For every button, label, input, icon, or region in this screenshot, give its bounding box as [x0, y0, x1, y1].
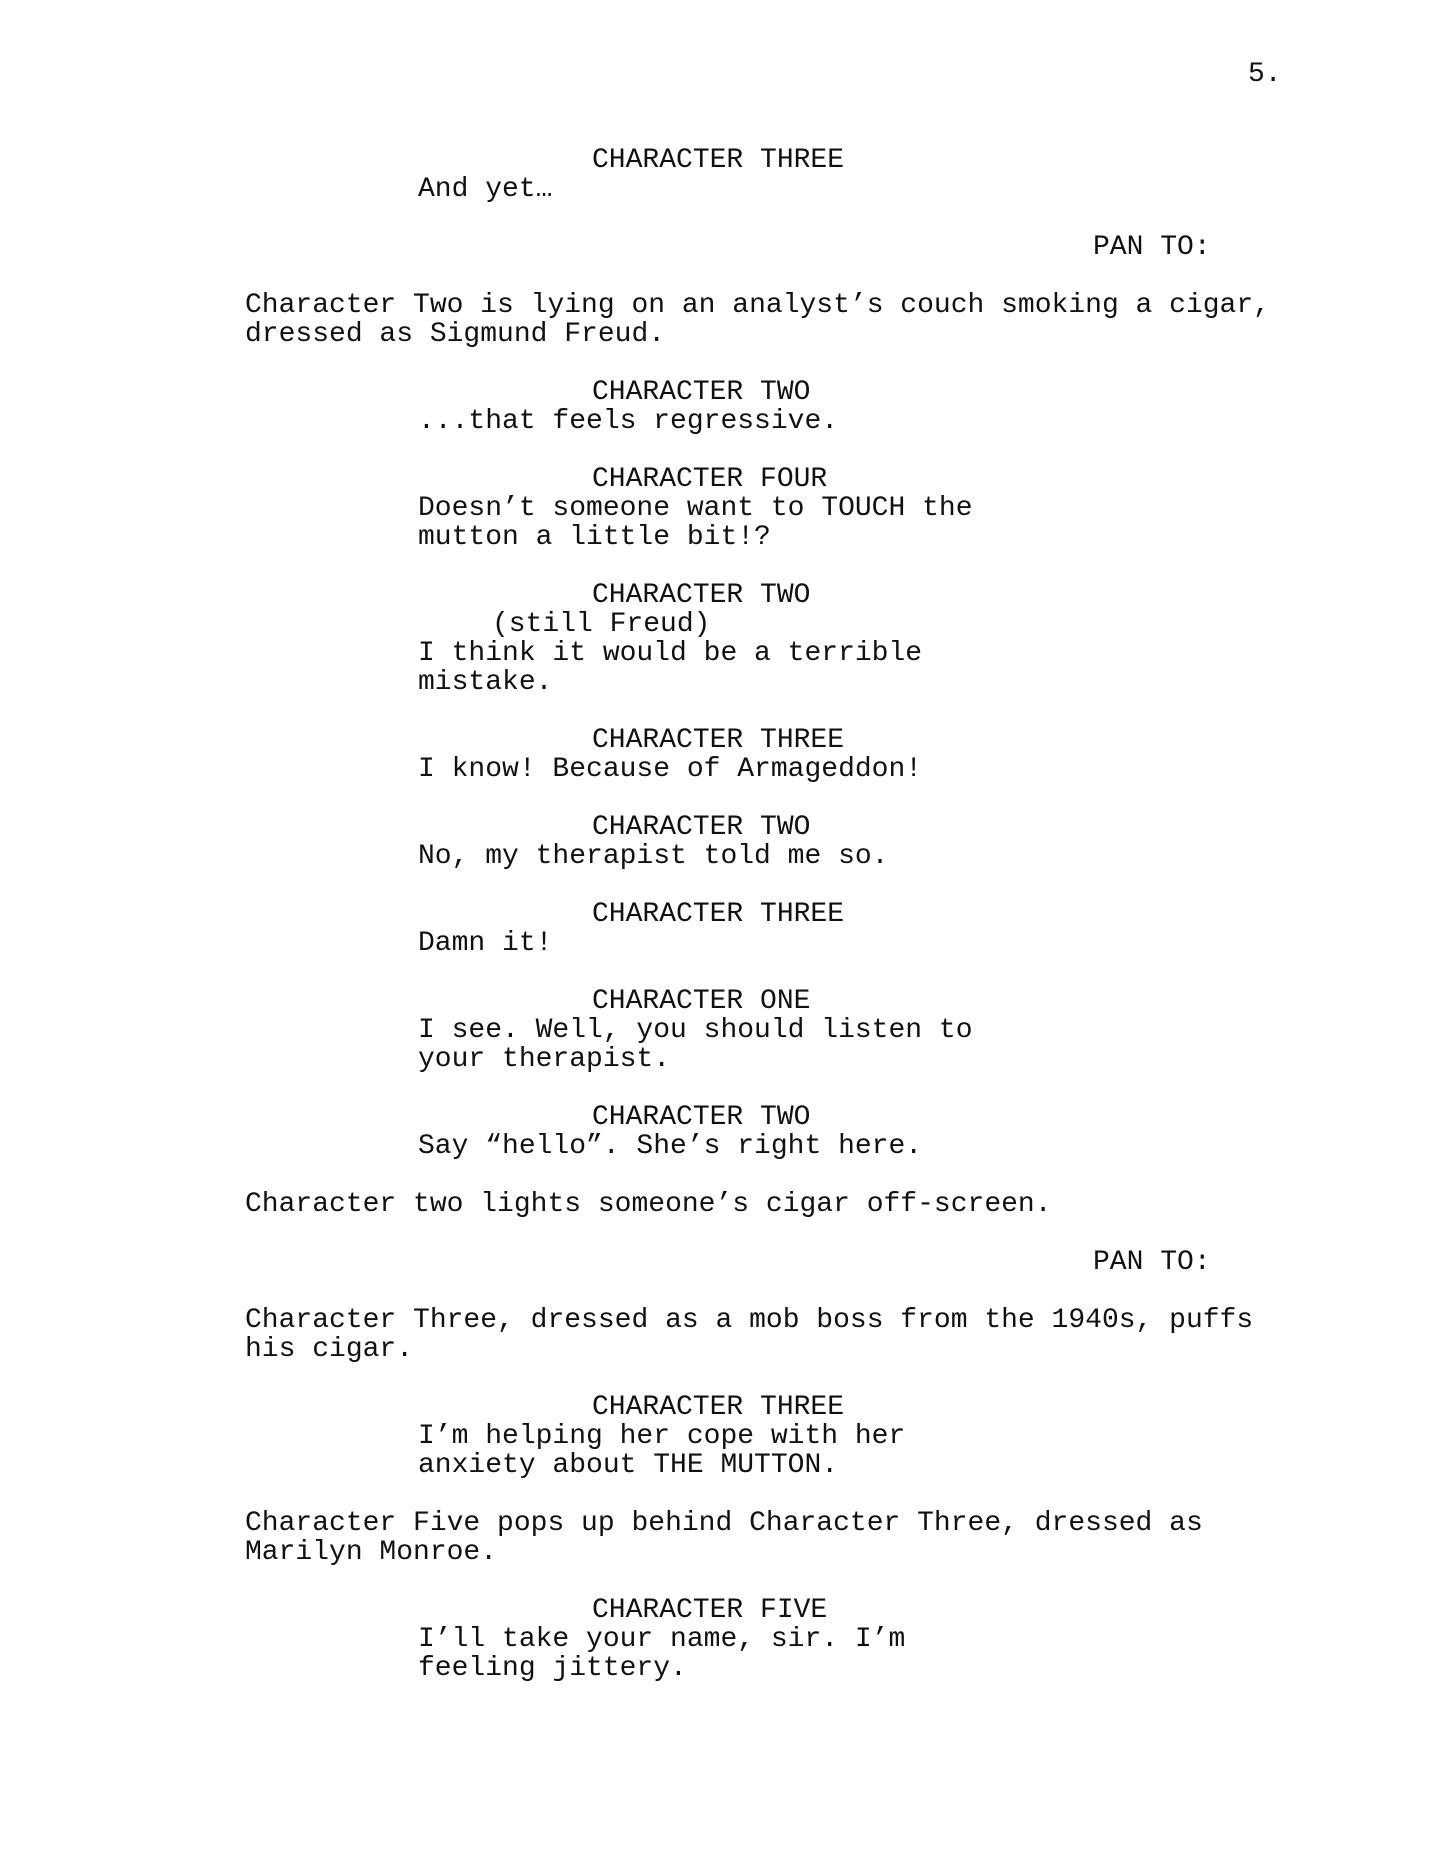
dialogue-line: I know! Because of Armageddon!	[418, 754, 923, 785]
action-line: dressed as Sigmund Freud.	[245, 319, 666, 350]
dialogue-line: I see. Well, you should listen to	[418, 1015, 973, 1046]
character-cue: CHARACTER TWO	[592, 377, 811, 408]
action-line: his cigar.	[245, 1334, 414, 1365]
dialogue-line: mutton a little bit!?	[418, 522, 771, 553]
action-line: Character two lights someone’s cigar off-screen.	[245, 1189, 1052, 1220]
page-number: 5.	[1248, 59, 1282, 90]
dialogue-line: And yet…	[418, 174, 553, 205]
character-cue: CHARACTER TWO	[592, 580, 811, 611]
dialogue-line: feeling jittery.	[418, 1653, 687, 1684]
dialogue-line: anxiety about THE MUTTON.	[418, 1450, 839, 1481]
transition: PAN TO:	[1093, 1247, 1211, 1278]
action-line: Character Five pops up behind Character Three, dressed as	[245, 1508, 1203, 1539]
character-cue: CHARACTER THREE	[592, 145, 845, 176]
character-cue: CHARACTER THREE	[592, 1392, 845, 1423]
character-cue: CHARACTER FIVE	[592, 1595, 828, 1626]
character-cue: CHARACTER ONE	[592, 986, 811, 1017]
character-cue: CHARACTER TWO	[592, 1102, 811, 1133]
character-cue: CHARACTER FOUR	[592, 464, 828, 495]
dialogue-line: Doesn’t someone want to TOUCH the	[418, 493, 973, 524]
dialogue-line: your therapist.	[418, 1044, 671, 1075]
action-line: Character Three, dressed as a mob boss from the 1940s, puffs	[245, 1305, 1254, 1336]
dialogue-line: No, my therapist told me so.	[418, 841, 889, 872]
dialogue-line: mistake.	[418, 667, 553, 698]
character-cue: CHARACTER TWO	[592, 812, 811, 843]
character-cue: CHARACTER THREE	[592, 725, 845, 756]
dialogue-line: I’m helping her cope with her	[418, 1421, 906, 1452]
dialogue-line: I think it would be a terrible	[418, 638, 923, 669]
transition: PAN TO:	[1093, 232, 1211, 263]
parenthetical: (still Freud)	[492, 609, 711, 640]
dialogue-line: I’ll take your name, sir. I’m	[418, 1624, 906, 1655]
character-cue: CHARACTER THREE	[592, 899, 845, 930]
action-line: Character Two is lying on an analyst’s couch smoking a cigar,	[245, 290, 1270, 321]
dialogue-line: ...that feels regressive.	[418, 406, 839, 437]
dialogue-line: Say “hello”. She’s right here.	[418, 1131, 923, 1162]
action-line: Marilyn Monroe.	[245, 1537, 498, 1568]
dialogue-line: Damn it!	[418, 928, 553, 959]
